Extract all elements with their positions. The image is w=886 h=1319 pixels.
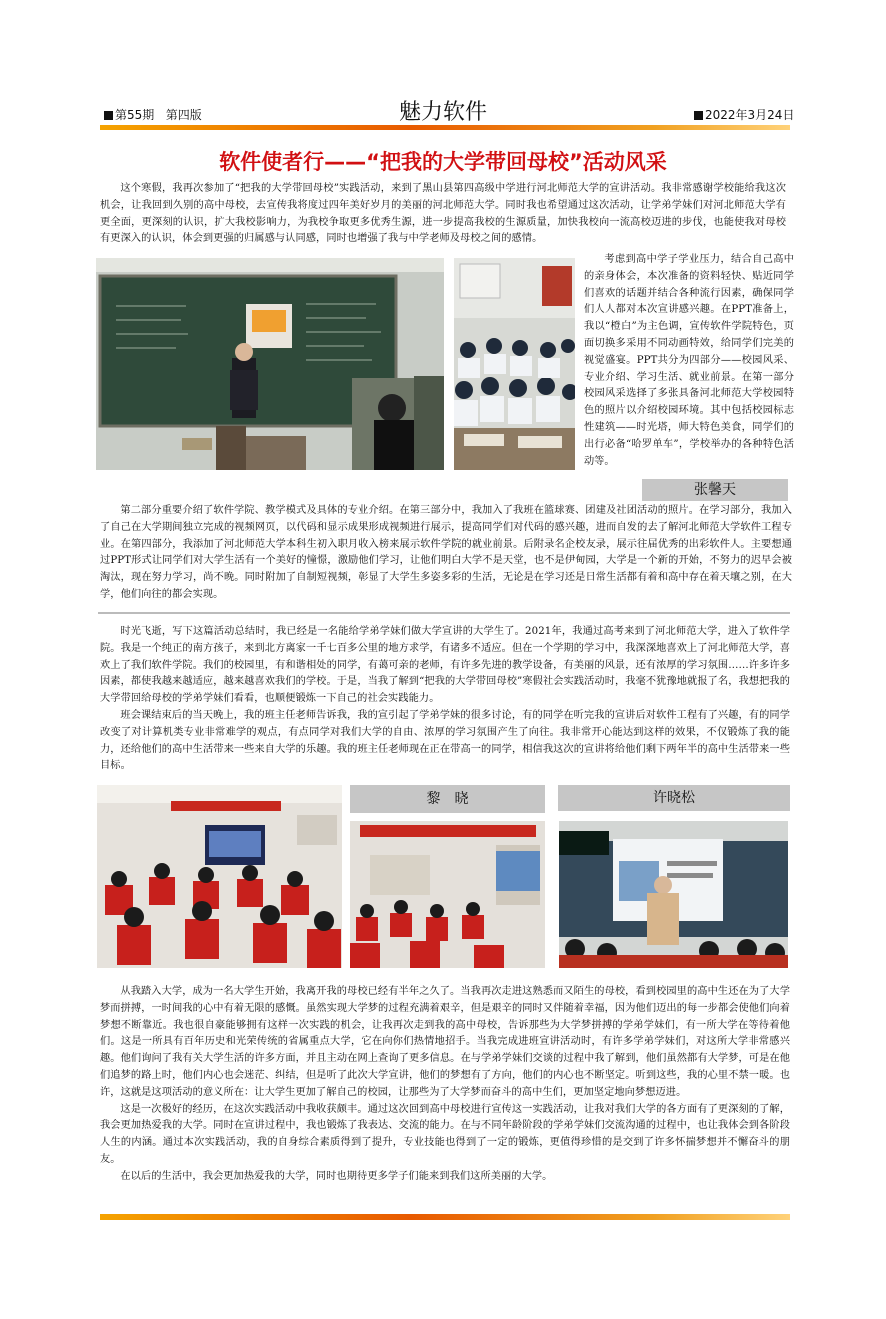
headline: 软件使者行——“把我的大学带回母校”活动风采 (219, 150, 667, 174)
author-name-2: 黎 晓 (426, 791, 469, 807)
section-divider (98, 612, 790, 614)
photo-students-classroom (454, 258, 575, 470)
section-three-paragraph-1: 从我踏入大学，成为一名大学生开始，我离开我的母校已经有半年之久了。当我再次走进这熟悉而又陌生的母校，看到校园里的高中生还在为了大学梦而拼搏，一时间我的心中有着无限的感慨。虽然实现大学梦的过程充满着艰辛，但是艰辛的同时又伴随着幸福，因为他们迈出的每一步都会使他们向着梦想不断靠近。我也很自豪能够拥有这样一次实践的机会，让我再次走到我的高中母校，告诉那些为大学梦拼搏的学弟学妹们，有一所大学在等待着他们。这是一所具有百年历史和光荣传统的省属重点大学，它在向你们热情地招手。当我完成进班宣讲活动时，有许多学弟学妹们，对这所大学非常感兴趣。他们询问了我有关大学生活的许多方面，并且主动在网上查询了更多信息。在与学弟学妹们交谈的过程中我了解到，他们虽然都有大学梦，可是在他们追梦的路上时，他们内心也会迷茫、纠结，但是听了此次大学宣讲，他们的梦想有了方向，他们的内心也不断坚定。听到这些，我的心里不禁一暖。也许，这就是这项活动的意义所在：让大学生更加了解自己的校园，让那些为了大学梦而奋斗的高中生们，更加坚定地向梦想迈进。 (100, 986, 790, 1098)
paragraph-second-part-text: 第二部分重要介绍了软件学院、教学模式及具体的专业介绍。在第三部分中，我加入了我班在篮球赛、团建及社团活动的照片。在学习部分，我加入了自己在大学期间独立完成的视频网页，以代码和显示成果形成视频进行展示，提高同学们对代码的感兴趣，进而自发的去了解河北师范大学软件工程专业。在第四部分，我添加了河北师范大学本科生初入职月收入榜来展示软件学院的就业前景。后附录名企校友录，展示往届优秀的出彩软件人。主要想通过PPT形式让同学们对大学生活有一个美好的憧憬，激励他们学习，让他们明白大学不是天堂，也不是伊甸园，大学是一个新的开始，不努力的迟早会被淘汰，现在努力学习，尚不晚。同时附加了自制短视频，彰显了大学生多姿多彩的生活，无论是在学习还是日常生活都有着和高中存在着天壤之别，在大学，他们向往的都会实现。 (100, 505, 792, 600)
issue-info (104, 106, 202, 123)
issue-number: 第55期 (115, 108, 155, 122)
author-name: 张馨天 (694, 482, 736, 498)
intro-text: 这个寒假，我再次参加了“把我的大学带回母校”实践活动，来到了黑山县第四高级中学进行河北师范大学的宣讲活动。我非常感谢学校能给我这次机会，让我回到久别的高中母校，去宣传我将度过四年美好岁月的美丽的河北师范大学。同时我也希望通过这次活动，让学弟学妹们对河北师范大学有更全面，更深刻的认识，扩大我校影响力，为我校争取更多优秀生源，进一步提高我校的生源质量，加快我校向一流高校迈进的步伐，也能使我对母校有更深入的认识，体会到更强的归属感与认同感，同时也增强了我与中学老师及母校之间的感情。 (100, 183, 786, 245)
photo-classroom-red-uniforms (97, 785, 342, 968)
issue-date-block (694, 106, 794, 123)
section-two-paragraph-2: 班会课结束后的当天晚上，我的班主任老师告诉我，我的宣引起了学弟学妹的很多讨论，有的同学在听完我的宣讲后对软件工程有了兴趣，有的同学改变了对计算机类专业非常难学的观点，有点同学对我们大学的自由、浓厚的学习氛围产生了向往。我非常开心能达到这样的效果，不仅锻炼了我的能力，还给他们的高中生活带来一些来自大学的乐趣。我的班主任老师现在正在带高一的同学，相信我这次的宣讲将给他们剩下两年半的高中生活带来一些目标。 (100, 709, 790, 772)
issue-date: 2022年3月24日 (705, 108, 795, 122)
intro-paragraph (100, 181, 786, 248)
section-three-paragraph-2: 这是一次极好的经历，在这次实践活动中我收获颇丰。通过这次回到高中母校进行宣传这一实践活动，让我对我们大学的各方面有了更深刻的了解，我会更加热爱我的大学。同时在宣讲过程中，我也锻炼了我表达、交流的能力。在与不同年龄阶段的学弟学妹们交流沟通的过程中，也让我体会到各阶段人生的内涵。通过本次实践活动，我的自身综合素质得到了提升，专业技能也得到了一定的锻炼，更值得珍惜的是交到了许多怀揣梦想并不懈奋斗的朋友。 (100, 1103, 790, 1165)
author-name-box-3 (558, 785, 790, 811)
square-bullet-icon (104, 111, 113, 120)
paragraph-second-part (100, 503, 792, 604)
publication-title: 魅力软件 (398, 100, 487, 125)
header-band (100, 125, 790, 130)
author-name-3: 许晓松 (653, 790, 695, 806)
photo-teacher-presenting (559, 821, 788, 968)
square-bullet-icon (694, 111, 703, 120)
footer-band (100, 1214, 790, 1220)
side-column (584, 252, 794, 470)
section-three (100, 984, 790, 1186)
photo-blackboard-lecture (96, 258, 444, 470)
side-column-text: 考虑到高中学子学业压力，结合自己高中的亲身体会，本次准备的资料轻快、贴近同学们喜欢的话题并结合各种流行因素，确保同学们人人都对本次宣讲感兴趣。在PPT准备上，我以“橙白”为主色调，宣传软件学院特色，页面切换多采用不同动画特效，给同学们完美的视觉盛宴。PPT共分为四部分——校园风采、专业介绍、学习生活、就业前景。在第一部分校园风采选择了多张具备河北师范大学校园特色的照片以介绍校园环境。其中包括校园标志性建筑——时光塔，师大特色美食，同学们的出行必备“哈罗单车”，学校举办的各种特色活动等。 (584, 254, 794, 467)
section-three-paragraph-3: 在以后的生活中，我会更加热爱我的大学，同时也期待更多学子们能来到我们这所美丽的大学。 (120, 1170, 553, 1182)
section-two-paragraph-1: 时光飞逝，写下这篇活动总结时，我已经是一名能给学弟学妹们做大学宣讲的大学生了。2021年，我通过高考来到了河北师范大学，进入了软件学院。我是一个纯正的南方孩子，来到北方离家一千七百多公里的地方求学，有诸多不适应。但在一个学期的学习中，我深深地喜欢上了河北师范大学，喜欢上了我们软件学院。我们的校园里，有和谐相处的同学，有蔼可亲的老师，有许多先进的教学设备，有美丽的风景，还有浓厚的学习氛围……许多许多因素，都使我越来越适应，越来越喜欢我们的学校。于是，当我了解到“把我的大学带回母校”寒假社会实践活动时，我毫不犹豫地就报了名，我想把我的大学带回给母校的学弟学妹们看看，也顺便锻炼一下自己的社会实践能力。 (100, 626, 790, 705)
author-name-box (642, 479, 788, 501)
photo-classroom-presentation (350, 821, 545, 968)
author-name-box-2 (350, 785, 545, 813)
section-two (100, 624, 790, 775)
edition-number: 第四版 (165, 108, 202, 122)
